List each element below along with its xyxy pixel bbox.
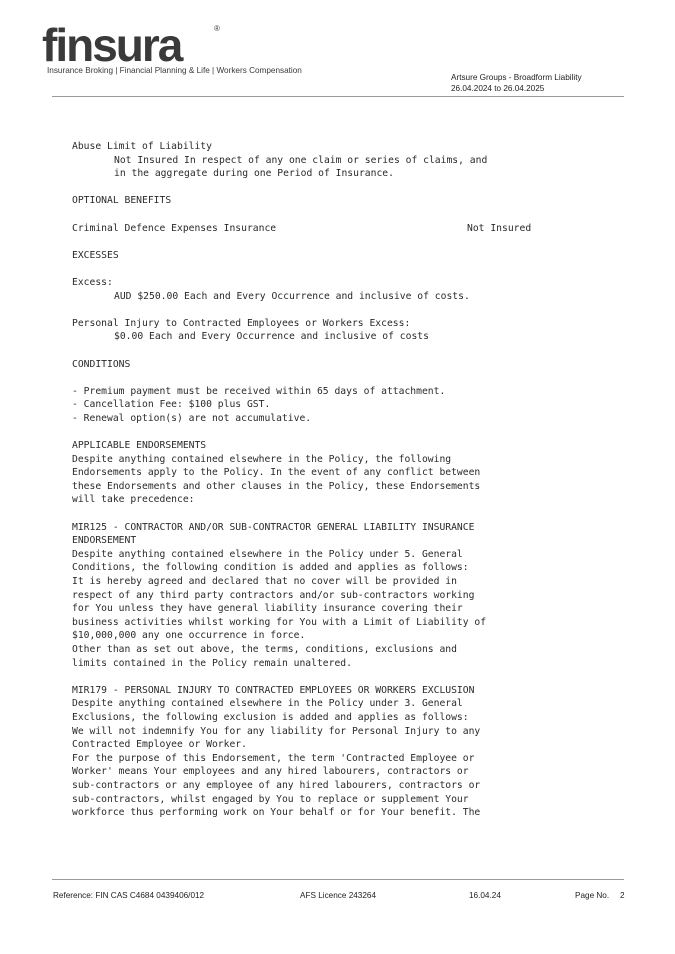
mir125-text-line: $10,000,000 any one occurrence in force. xyxy=(72,630,306,642)
endorsements-intro-line: Despite anything contained elsewhere in the Policy, the following xyxy=(72,453,452,465)
excesses-heading: EXCESSES xyxy=(72,249,119,261)
mir179-text-line: For the purpose of this Endorsement, the term 'Contracted Employee or xyxy=(72,752,475,764)
endorsements-intro-line: Endorsements apply to the Policy. In the event of any conflict between xyxy=(72,467,481,479)
criminal-defence-row xyxy=(72,222,632,236)
footer-reference: Reference: FIN CAS C4684 0439406/012 xyxy=(53,891,205,900)
blank-line xyxy=(72,262,632,276)
criminal-defence-value: Not Insured xyxy=(467,222,532,234)
footer-afs-licence: AFS Licence 243264 xyxy=(300,891,377,900)
blank-line xyxy=(72,303,632,317)
policy-title: Artsure Groups - Broadform Liability xyxy=(451,73,582,82)
header-divider xyxy=(52,96,624,97)
endorsements-heading: APPLICABLE ENDORSEMENTS xyxy=(72,440,207,452)
blank-line xyxy=(72,425,632,439)
blank-line xyxy=(72,181,632,195)
pi-excess-label: Personal Injury to Contracted Employees or Workers Excess: xyxy=(72,317,411,329)
mir179-text-line: sub-contractors or any employee of any hired labourers, contractors or xyxy=(72,779,481,791)
mir125-text-line: Conditions, the following condition is added and applies as follows: xyxy=(72,562,469,574)
mir125-text-line: respect of any third party contractors and/or sub-contractors working xyxy=(72,589,475,601)
mir179-text-line: Exclusions, the following exclusion is added and applies as follows: xyxy=(72,711,469,723)
mir179-text-line: Despite anything contained elsewhere in the Policy under 3. General xyxy=(72,698,463,710)
excess-value: AUD $250.00 Each and Every Occurrence and inclusive of costs. xyxy=(114,290,470,302)
endorsements-intro-line: these Endorsements and other clauses in the Policy, these Endorsements xyxy=(72,480,481,492)
mir125-heading: ENDORSEMENT xyxy=(72,535,137,547)
condition-item: - Renewal option(s) are not accumulative. xyxy=(72,412,312,424)
mir125-text-line: Other than as set out above, the terms, conditions, exclusions and xyxy=(72,643,457,655)
blank-line xyxy=(72,371,632,385)
footer-page-label: Page No. xyxy=(575,891,610,900)
mir125-heading: MIR125 - CONTRACTOR AND/OR SUB-CONTRACTOR GENERAL LIABILITY INSURANCE xyxy=(72,521,475,533)
footer-date: 16.04.24 xyxy=(469,891,501,900)
mir125-text-line: Despite anything contained elsewhere in the Policy under 5. General xyxy=(72,548,463,560)
logo-tagline: Insurance Broking | Financial Planning & Life | Workers Compensation xyxy=(47,66,302,75)
mir179-text-line: Contracted Employee or Worker. xyxy=(72,739,247,751)
optional-benefits-heading: OPTIONAL BENEFITS xyxy=(72,195,172,207)
mir125-text-line: It is hereby agreed and declared that no cover will be provided in xyxy=(72,576,457,587)
mir125-text-line: limits contained in the Policy remain unaltered. xyxy=(72,657,352,669)
blank-line xyxy=(72,507,632,521)
footer-divider xyxy=(52,879,624,880)
mir179-text-line: workforce thus performing work on Your behalf or for Your benefit. The xyxy=(72,807,481,819)
document-body xyxy=(72,140,632,820)
blank-line xyxy=(72,208,632,222)
finsura-logo xyxy=(42,19,220,71)
conditions-heading: CONDITIONS xyxy=(72,358,131,370)
excess-label: Excess: xyxy=(72,276,113,288)
abuse-heading: Abuse Limit of Liability xyxy=(72,141,212,152)
registered-mark: ® xyxy=(214,24,220,33)
mir179-text-line: sub-contractors, whilst engaged by You to replace or supplement Your xyxy=(72,793,469,805)
criminal-defence-label: Criminal Defence Expenses Insurance xyxy=(72,222,277,234)
logo-wordmark: finsura xyxy=(42,19,182,71)
condition-item: - Cancellation Fee: $100 plus GST. xyxy=(72,399,271,411)
footer-page-number: 2 xyxy=(620,891,625,900)
policy-header xyxy=(451,72,582,94)
mir125-text-line: business activities whilst working for You with a Limit of Liability of xyxy=(72,616,487,628)
condition-item: - Premium payment must be received within 65 days of attachment. xyxy=(72,385,446,397)
mir125-text-line: for You unless they have general liability insurance covering their xyxy=(72,603,463,615)
endorsements-intro-line: will take precedence: xyxy=(72,494,195,506)
abuse-text-line: Not Insured In respect of any one claim or series of claims, and xyxy=(114,154,488,166)
policy-period: 26.04.2024 to 26.04.2025 xyxy=(451,84,545,93)
pi-excess-value: $0.00 Each and Every Occurrence and inclusive of costs xyxy=(114,331,429,343)
blank-line xyxy=(72,235,632,249)
blank-line xyxy=(72,670,632,684)
abuse-text-line: in the aggregate during one Period of Insurance. xyxy=(114,168,394,180)
blank-line xyxy=(72,344,632,358)
mir179-text-line: Worker' means Your employees and any hired labourers, contractors or xyxy=(72,766,469,778)
mir179-text-line: We will not indemnify You for any liability for Personal Injury to any xyxy=(72,725,481,737)
mir179-heading: MIR179 - PERSONAL INJURY TO CONTRACTED EMPLOYEES OR WORKERS EXCLUSION xyxy=(72,684,475,696)
